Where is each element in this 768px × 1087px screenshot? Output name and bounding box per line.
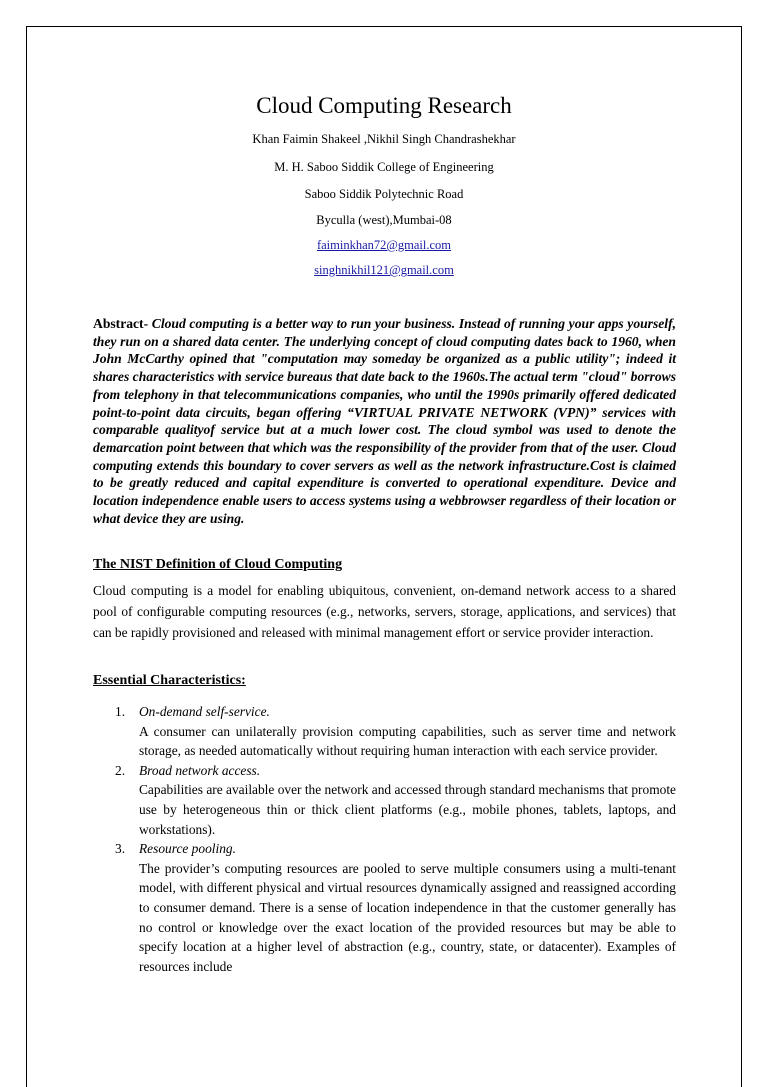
item-description: The provider’s computing resources are pooled to serve multiple consumers using a multi-tenant model, with different physical and virtual resources dynamically assigned and reassigned according to consumer demand. There is a sense of location independence in that the customer generally has no control or knowledge over the exact location of the provided resources but may be able to specify location at a higher level of abstraction (e.g., country, state, or datacenter). Examples of resources include [139, 860, 676, 974]
item-description: A consumer can unilaterally provision computing capabilities, such as server time and network storage, as needed automatically without requiring human interaction with each service provider. [139, 723, 676, 759]
characteristics-list [93, 702, 676, 976]
abstract-text: Cloud computing is a better way to run your business. Instead of running your apps yourself, they run on a shared data center. The underlying concept of cloud computing dates back to 1960, when John McCarthy opined that "computation may someday be organized as a public utility"; indeed it shares characteristics with service bureaus that date back to the 1960s.The actual term "cloud" borrows from telephony in that telecommunications companies, who until the 1990s primarily offered dedicated point-to-point data circuits, began offering “VIRTUAL PRIVATE NETWORK (VPN)” services with comparable qualityof service but at a much lower cost. The cloud symbol was used to denote the demarcation point between that which was the responsibility of the provider from that of the user. Cloud computing extends this boundary to cover servers as well as the network infrastructure.Cost is claimed to be greatly reduced and capital expenditure is converted to operational expenditure. Device and location independence enable users to access systems using a webbrowser regardless of their location or what device they are using. [93, 316, 676, 526]
item-title: Resource pooling. [139, 841, 236, 857]
list-number: 2. [115, 762, 126, 778]
email-line-2 [0, 262, 768, 278]
email-line-1 [0, 237, 768, 253]
list-item [93, 761, 676, 839]
road-line: Saboo Siddik Polytechnic Road [304, 187, 464, 201]
city-line: Byculla (west),Mumbai-08 [316, 213, 452, 227]
abstract-paragraph [93, 315, 676, 527]
list-item [93, 839, 676, 976]
list-number: 1. [115, 704, 126, 719]
abstract-label: Abstract- [93, 316, 149, 331]
item-title: Broad network access. [139, 762, 261, 778]
nist-heading: The NIST Definition of Cloud Computing [93, 557, 343, 572]
college-line: M. H. Saboo Siddik College of Engineering [274, 160, 494, 174]
list-number: 3. [115, 841, 126, 857]
list-item [93, 702, 676, 761]
item-title: On-demand self-service. [139, 704, 270, 719]
author-line: Khan Faimin Shakeel ,Nikhil Singh Chandrashekhar [252, 132, 516, 146]
essential-heading: Essential Characteristics: [93, 673, 246, 688]
email-link-2[interactable]: singhnikhil121@gmail.com [314, 263, 454, 277]
email-link-1[interactable]: faiminkhan72@gmail.com [316, 238, 452, 252]
paper-title: Cloud Computing Research [256, 93, 512, 118]
nist-paragraph: Cloud computing is a model for enabling ubiquitous, convenient, on-demand network access to a shared pool of configurable computing resources (e.g., networks, servers, storage, applications, and services) that can be rapidly provisioned and released with minimal management effort or service provider interaction. [93, 583, 676, 640]
item-description: Capabilities are available over the network and accessed through standard mechanisms that promote use by heterogeneous thin or thick client platforms (e.g., mobile phones, tablets, laptops, and workstations). [139, 782, 676, 837]
